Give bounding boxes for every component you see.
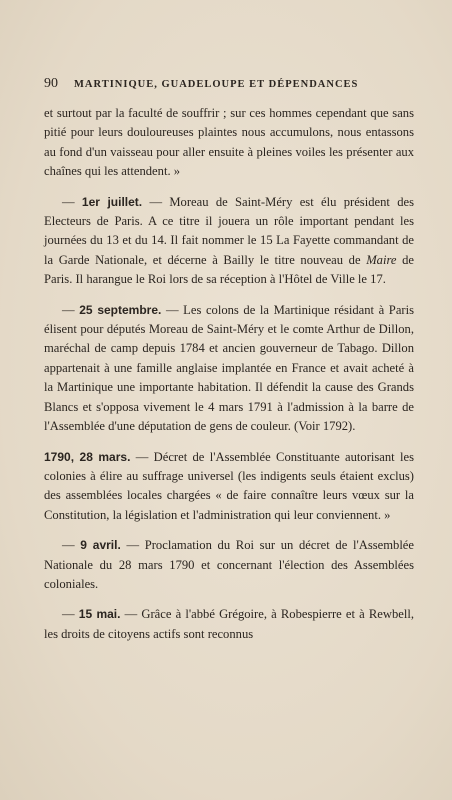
page-header: [44, 76, 414, 98]
entry-date: 9 avril.: [80, 538, 121, 553]
entry-italic-word: Maire: [366, 252, 397, 267]
paragraph-continuation: [44, 104, 414, 182]
entry-date: 15 mai.: [78, 607, 121, 622]
entry-text: — Décret de l'Assemblée Constituante autorisant les colonies à élire au suffrage universel (les indigents seuls étaient exclus) des assemblées locales chargées « de faire connaître leurs vœux sur la Constitution, la législation et l'administration qui leur conviennent. »: [44, 449, 414, 522]
entry-25-septembre: [44, 301, 414, 437]
entry-dash: —: [62, 607, 79, 622]
body-text: [44, 104, 414, 644]
entry-9-avril: [44, 536, 414, 594]
entry-dash: —: [62, 194, 82, 209]
entry-text: — Moreau de Saint-Méry est élu président des Electeurs de Paris. A ce titre il jouera un rôle important pendant les journées du 13 et du 14. Il fait nommer le 15 La Fayette commandant de la Garde Nationale, et décerne à Bailly le titre nouveau de: [44, 194, 414, 267]
entry-text: — Les colons de la Martinique résidant à Paris élisent pour députés Moreau de Saint-Méry et le comte Arthur de Dillon, maréchal de camp depuis 1784 et ancien gouverneur de Tabago. Dillon appartenait à une famille anglaise implantée en France et avait acheté à la Martinique une importante habitation. Il défendit la cause des Grands Blancs et s'opposa vivement le 4 mars 1791 à l'admission à la barre de l'Assemblée d'une députation de gens de couleur. (Voir 1792).: [44, 302, 414, 434]
entry-1790-28-mars: [44, 448, 414, 526]
entry-date: 25 septembre.: [79, 302, 162, 317]
entry-dash: —: [62, 538, 81, 553]
paragraph-text: et surtout par la faculté de souffrir ; sur ces hommes cependant que sans pitié pour leurs douloureuses plaintes nous accumulons, nous entassons au fond d'un vaisseau pour aller ensuite à pleines voiles les présenter aux chaînes qui les attendent. »: [44, 106, 414, 179]
entry-text: — Grâce à l'abbé Grégoire, à Robespierre et à Rewbell, les droits de citoyens actifs sont reconnus: [44, 607, 415, 641]
entry-15-mai: [44, 605, 414, 644]
entry-text-end: de Paris. Il harangue le Roi lors de sa réception à l'Hôtel de Ville le 17.: [44, 252, 414, 287]
running-title: MARTINIQUE, GUADELOUPE ET DÉPENDANCES: [74, 79, 359, 90]
entry-1er-juillet: [44, 193, 414, 290]
entry-dash: —: [62, 302, 80, 317]
entry-date: 1790, 28 mars.: [44, 449, 131, 464]
entry-date: 1er juillet.: [81, 194, 143, 209]
page-number: 90: [44, 76, 58, 91]
entry-text: — Proclamation du Roi sur un décret de l'Assemblée Nationale du 28 mars 1790 et concernant l'élection des Assemblées coloniales.: [44, 538, 414, 591]
